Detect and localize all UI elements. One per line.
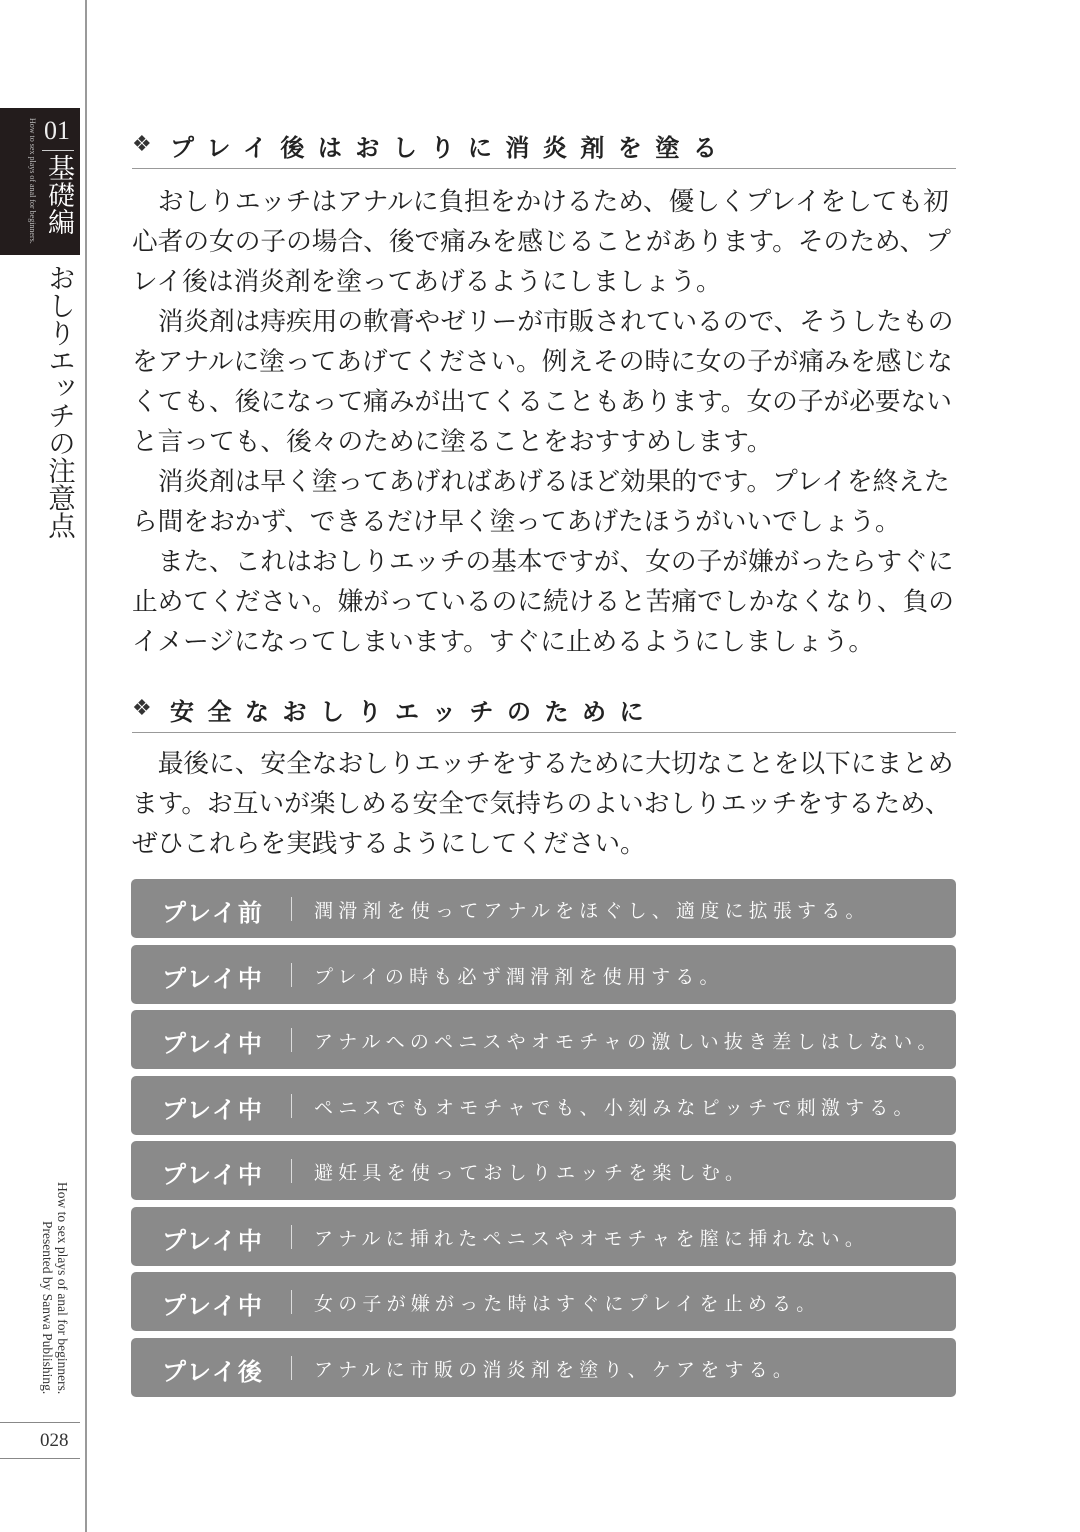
credit-line-1: How to sex plays of anal for beginners. [55, 1182, 70, 1395]
credit [40, 1182, 70, 1394]
checklist-row [131, 1141, 956, 1200]
stage-label: プレイ中 [162, 1226, 264, 1255]
chapter-rule [42, 150, 74, 151]
section-heading-1 [132, 126, 956, 169]
credit-line-2: Presented by Sanwa Publishing. [40, 1220, 55, 1395]
section-heading-2 [132, 690, 956, 733]
chapter-number: 01 [44, 116, 70, 145]
heading-text: プレイ後はおしりに消炎剤を塗る [170, 134, 731, 162]
checklist-row [131, 1338, 956, 1397]
tip-text: 女の子が嫌がった時はすぐにプレイを止める。 [314, 1293, 821, 1315]
separator [291, 1028, 292, 1052]
tip-text: アナルに市販の消炎剤を塗り、ケアをする。 [314, 1358, 798, 1381]
section-title-vertical: おしりエッチの注意点 [43, 264, 75, 539]
margin-divider [85, 0, 87, 1532]
checklist-row [131, 1010, 956, 1069]
separator [291, 1290, 292, 1314]
tip-text: 潤滑剤を使ってアナルをほぐし、適度に拡張する。 [314, 900, 870, 922]
checklist-row [131, 879, 956, 938]
diamond-ornament-icon: ❖ [132, 132, 152, 157]
separator [291, 1356, 292, 1380]
paragraph: また、これはおしりエッチの基本ですが、女の子が嫌がったらすぐに止めてください。嫌がっているのに続けると苦痛でしかなくなり、負のイメージになってしまいます。すぐに止めるようにしましょう。 [132, 547, 954, 657]
checklist-row [131, 1272, 956, 1331]
tip-text: アナルに挿れたペニスやオモチャを膣に挿れない。 [314, 1227, 870, 1250]
stage-label: プレイ中 [162, 1030, 264, 1058]
safety-checklist [131, 879, 956, 1403]
footer-rule-bottom [0, 1458, 80, 1459]
checklist-row [131, 945, 956, 1004]
footer-rule-top [0, 1422, 80, 1423]
checklist-row [131, 1207, 956, 1266]
stage-label: プレイ中 [162, 1161, 264, 1189]
paragraph: おしりエッチはアナルに負担をかけるため、優しくプレイをしても初心者の女の子の場合、後で痛みを感じることがあります。そのため、プレイ後は消炎剤を塗ってあげるようにしましょう。 [132, 187, 951, 297]
separator [291, 1094, 292, 1118]
separator [291, 1225, 292, 1249]
paragraph: 最後に、安全なおしりエッチをするために大切なことを以下にまとめます。お互いが楽しめる安全で気持ちのよいおしりエッチをするため、ぜひこれらを実践するようにしてください。 [132, 749, 954, 859]
tip-text: 避妊具を使っておしりエッチを楽しむ。 [314, 1162, 750, 1184]
page-number: 028 [40, 1430, 69, 1451]
paragraph: 消炎剤は早く塗ってあげればあげるほど効果的です。プレイを終えたら間をおかず、できるだけ早く塗ってあげたほうがいいでしょう。 [132, 467, 950, 537]
tip-text: アナルへのペニスやオモチャの激しい抜き差しはしない。 [314, 1031, 942, 1053]
separator [291, 897, 292, 921]
stage-label: プレイ後 [162, 1357, 264, 1386]
tip-text: プレイの時も必ず潤滑剤を使用する。 [314, 965, 724, 988]
chapter-name: 基礎編 [43, 154, 74, 235]
heading-text: 安全なおしりエッチのために [170, 698, 658, 726]
stage-label: プレイ中 [162, 1292, 264, 1320]
chapter-tab [0, 108, 80, 255]
checklist-row [131, 1076, 956, 1135]
diamond-ornament-icon: ❖ [132, 696, 152, 721]
stage-label: プレイ中 [162, 1095, 264, 1124]
separator [291, 963, 292, 987]
separator [291, 1159, 292, 1183]
stage-label: プレイ前 [162, 899, 264, 927]
chapter-subtitle: How to sex plays of anal for beginners. [28, 118, 37, 244]
stage-label: プレイ中 [162, 964, 264, 993]
tip-text: ペニスでもオモチャでも、小刻みなピッチで刺激する。 [314, 1096, 918, 1119]
paragraph: 消炎剤は痔疾用の軟膏やゼリーが市販されているので、そうしたものをアナルに塗ってあげてください。例えその時に女の子が痛みを感じなくても、後になって痛みが出てくることもあります。女の子が必要ないと言っても、後々のために塗ることをおすすめします。 [132, 307, 954, 457]
